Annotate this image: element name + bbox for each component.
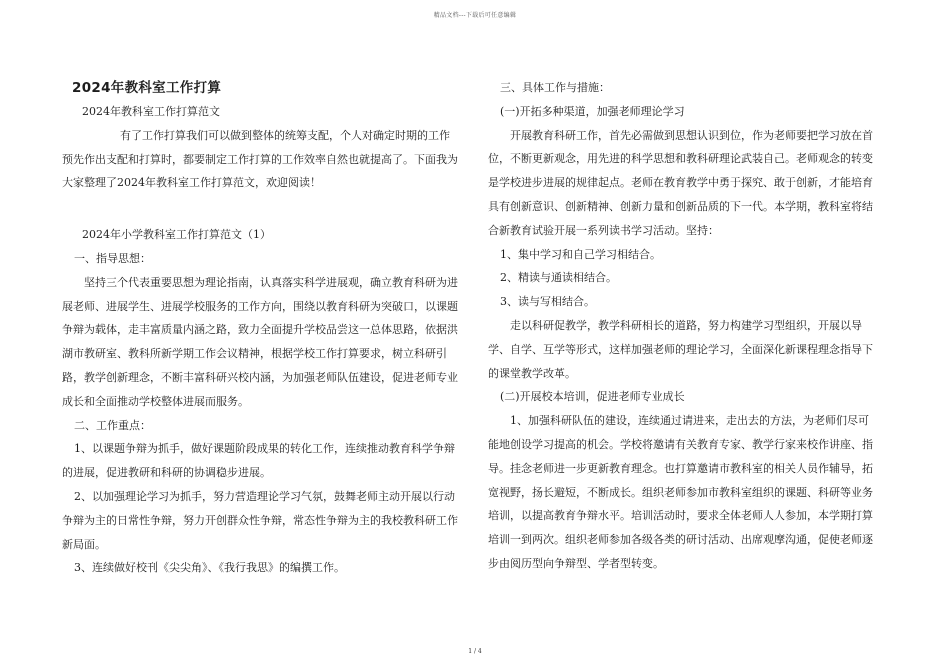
section-heading-focus: 二、工作重点： <box>74 418 151 432</box>
right-column <box>488 76 876 576</box>
measure-1-tail-paragraph: 走以科研促教学，教学科研相长的道路，努力构建学习型组织，开展以导学、自学、互学等形式，这样加强老师的理论学习，全面深化新课程理念指导下的课堂教学改革。 <box>488 318 873 380</box>
page-number: 1 / 4 <box>468 648 482 655</box>
measure-1-item-3: 3、读与写相结合。 <box>500 295 595 309</box>
focus-item-2: 2、以加强理论学习为抓手，努力营造理论学习气氛，鼓舞老师主动开展以行动争辩为主的日常性争辩，努力开创群众性争辩，常态性争辩为主的我校教科研工作新局面。 <box>62 489 458 551</box>
measure-1-item-1: 1、集中学习和自己学习相结合。 <box>500 247 661 261</box>
spacer <box>62 195 460 223</box>
measure-2-paragraph: 1、加强科研队伍的建设，连续通过请进来，走出去的方法，为老师们尽可能地创设学习提高的机会。学校将邀请有关教育专家、教学行家来校作讲座、指导。挂念老师进一步更新教育理念。也打算邀请市教科室的相关人员作辅导，拓宽视野，扬长避短，不断成长。组织老师参加市教科室组织的课题、科研等业务培训，以提高教育争辩水平。培训活动时，要求全体老师人人参加，本学期打算培训一到两次。组织老师参加各级各类的研讨活动、出席观摩沟通，促使老师逐步由阅历型向争辩型、学者型转变。 <box>488 414 873 570</box>
section-heading-guiding: 一、指导思想： <box>74 251 151 265</box>
measure-1-item-2: 2、精读与通读相结合。 <box>500 271 617 285</box>
measure-heading-1: (一)开拓多种渠道，加强老师理论学习 <box>500 104 685 118</box>
measure-heading-2: (二)开展校本培训，促进老师专业成长 <box>500 390 685 404</box>
focus-item-3: 3、连续做好校刊《尖尖角》、《我行我思》的编撰工作。 <box>74 561 345 575</box>
document-title: 2024年教科室工作打算 <box>72 80 222 96</box>
left-column <box>62 76 460 580</box>
guiding-paragraph: 坚持三个代表重要思想为理论指南，认真落实科学进展观，确立教育科研为进展老师、进展学生、进展学校服务的工作方向，围绕以教育科研为突破口，以课题争辩为载体，走丰富质量内涵之路，致力全面提升学校品尝这一总体思路，依据洪湖市教研室、教科所新学期工作会议精神，根据学校工作打算要求，树立科研引路，教学创新理念，不断丰富科研兴校内涵，为加强老师队伍建设，促进老师专业成长和全面推动学校整体进展而服务。 <box>62 275 458 408</box>
focus-item-1: 1、以课题争辩为抓手，做好课题阶段成果的转化工作，连续推动教育科学争辩的进展，促进教研和科研的协调稳步进展。 <box>62 442 455 480</box>
header-note: 精品文档---下载后可任意编辑 <box>433 12 517 19</box>
plan-title: 2024年小学教科室工作打算范文（1） <box>82 228 271 242</box>
measure-1-paragraph: 开展教育科研工作，首先必需做到思想认识到位，作为老师要把学习放在首位，不断更新观念，用先进的科学思想和教科研理论武装自己。老师观念的转变是学校进步进展的规律起点。老师在教育教学中勇于探究、敢于创新，才能培育具有创新意识、创新精神、创新力量和创新品质的下一代。本学期，教科室将结合新教育试验开展一系列读书学习活动。坚持： <box>488 128 873 237</box>
intro-paragraph: 有了工作打算我们可以做到整体的统筹支配，个人对确定时期的工作预先作出支配和打算时，都要制定工作打算的工作效率自然也就提高了。下面我为大家整理了2024年教科室工作打算范文，欢迎阅读！ <box>62 128 458 190</box>
section-heading-measures: 三、具体工作与措施： <box>500 81 610 94</box>
document-subtitle: 2024年教科室工作打算范文 <box>82 105 220 118</box>
